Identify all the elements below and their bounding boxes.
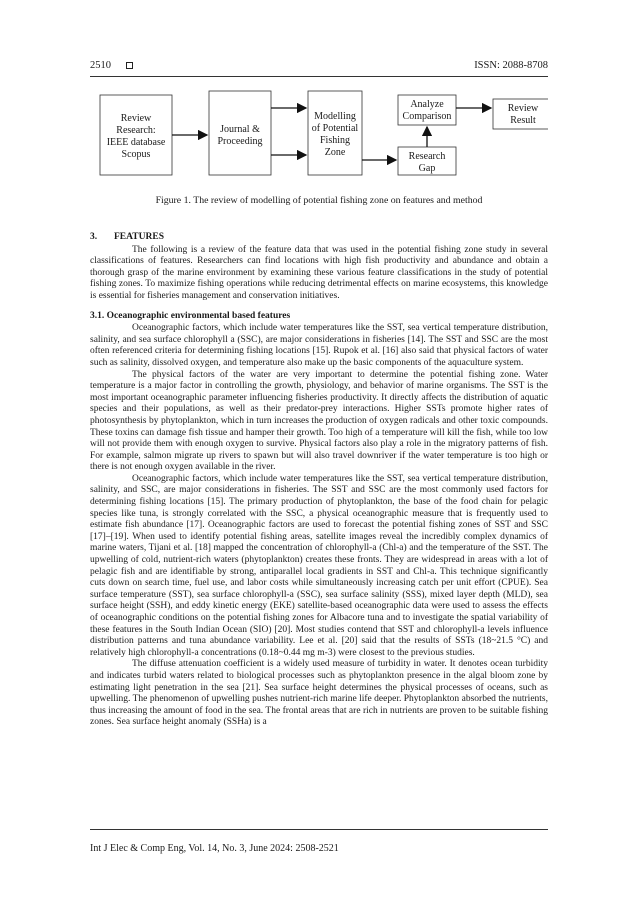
box-label: Review: [120, 113, 152, 124]
box-label: Gap: [418, 163, 436, 174]
paragraph: Oceanographic factors, which include water temperatures like the SST, sea vertical temperature distribution, salinity, and sea surface chlorophyll a (SSC), are major considerations in fisheries [14]. The SST and SSC are the most often referenced criteria for determining fishing locations [15]. Rupok et al. [16] also said that physical factors of water such as salinity, dissolved oxygen, and temperature also make up the basic components of the aquaculture system.: [90, 323, 548, 368]
box-label: IEEE database: [106, 137, 166, 148]
box-label: of Potential: [311, 123, 359, 134]
box-label: Zone: [324, 147, 346, 158]
page-number: 2510: [90, 60, 111, 71]
footer-citation: Int J Elec & Comp Eng, Vol. 14, No. 3, June 2024: 2508-2521: [90, 843, 339, 854]
figure-caption: Figure 1. The review of modelling of potential fishing zone on features and method: [155, 195, 483, 206]
paragraph: The following is a review of the feature data that was used in the potential fishing zone study in several classifications of features. Researchers can find locations with high fish productivity and abundance and obtain a thorough grasp of the marine environment by examining these various feature classifications in the study of potential fishing zones. To maximize fishing operations while reducing detrimental effects on marine ecosystems, this knowledge is essential for fisheries management and conservation initiatives.: [90, 244, 548, 301]
box-label: Research:: [116, 125, 156, 136]
section-number: 3.: [90, 232, 98, 242]
page-header: [90, 60, 548, 74]
box-label: Proceeding: [217, 136, 263, 147]
box-label: Review: [507, 103, 539, 114]
header-rule: [90, 76, 548, 77]
box-label: Research: [408, 151, 446, 162]
paragraph: The physical factors of the water are very important to determine the potential fishing zone. Water temperature is a major factor in controlling the growth, physiology, and behavior of marine organisms. The SST is the most important oceanographic parameter influencing fisheries productivity. It directly affects the distribution of aquatic species and their populations, as well as their predator-prey interactions. Higher SSTs promote higher rates of photosynthesis by phytoplankton, which in turn increases the production of oxygen radicals and other toxic compounds. These toxins can damage fish tissue and hamper their growth. Too high of a temperature will kill the fish, while too low will not provide them with enough oxygen to survive. Physical factors also play a role in the migratory patterns of fish. For example, salmon migrate up rivers to spawn but will also travel downriver if the water temperature is too high or there is not enough oxygen available in the river.: [90, 369, 548, 473]
subsection-heading: 3.1. Oceanographic environmental based features: [90, 310, 291, 321]
paragraph: The diffuse attenuation coefficient is a widely used measure of turbidity in water. It denotes ocean turbidity and indicates turbid waters related to biological processes such as phytoplankton presence in the algal bloom zone by estimating light penetration in the sea [21]. Sea surface height determines the physical processes of oceans, such as upwelling. The phenomenon of upwelling pushes nutrient-rich marine life deeper. Phytoplankton absorbed the nutrients, thus increasing the amount of food in the sea. The frontal areas that are rich in nutrients are proven to be suitable fishing zones. Sea surface height anomaly (SSHa) is a: [90, 659, 548, 728]
figure-1-diagram: [90, 88, 548, 183]
box-label: Comparison: [402, 111, 452, 122]
box-label: Fishing: [319, 135, 351, 146]
box-label: Analyze: [410, 99, 444, 110]
section-heading: [90, 232, 548, 244]
square-bullet-icon: [126, 62, 133, 69]
article-body: [90, 232, 548, 729]
issn: ISSN: 2088-8708: [474, 60, 548, 71]
box-label: Journal &: [220, 124, 260, 135]
box-label: Result: [510, 115, 536, 126]
paragraph: Oceanographic factors, which include water temperatures like the SST, sea vertical temperature distribution, salinity, and SSC, are major considerations in fisheries. The SST and SSC are the most commonly used factors for determining fishing locations [15]. The primary production of phytoplankton, the base of the food chain for pelagic species like tuna, is strongly correlated with the SSC, a physical oceanographic measure that is frequently used to estimate fish abundance [17]. Oceanographic factors are used to forecast the potential fishing zones of SST and SSC [17]–[19]. When used to identify potential fishing areas, satellite images reveal the incredibly complex dynamics of marine waters, Tijani et al. [18] mapped the concentration of chlorophyll-a (Chl-a) and the temperature of the SST. The upwelling of cold, nutrient-rich waters (phytoplankton) creates these fronts. They are widespread in areas with a lot of pelagic fish and are identifiable by strong, antiparallel local gradients in SST and Chl-a. This technique significantly cuts down on search time, fuel use, and labor costs while simultaneously increasing catch per unit effort (CPUE). Sea surface temperature (SST), sea surface chlorophyll-a (SSC), sea surface salinity (SSS), mixed layer depth (MLD), sea surface height (SSH), and eddy kinetic energy (EKE) satellite-based oceanographic data were used to assess the effects of oceanographic conditions on the potential fishing zones for Albacore tuna and to investigate the spatial variability of these features in the South Indian Ocean (SIO) [20]. Most studies contend that SST and chlorophyll-a levels influence distribution patterns and tuna abundance variability. Lee et al. [20] said that the results of SSTs (18~21.5 °C) and relatively high chlorophyll-a concentrations (0.18~0.44 mg m-3) were closest to the previous studies.: [90, 473, 548, 658]
footer-rule: [90, 829, 548, 830]
section-title: FEATURES: [114, 232, 164, 242]
box-label: Modelling: [314, 111, 356, 122]
box-label: Scopus: [121, 149, 151, 160]
